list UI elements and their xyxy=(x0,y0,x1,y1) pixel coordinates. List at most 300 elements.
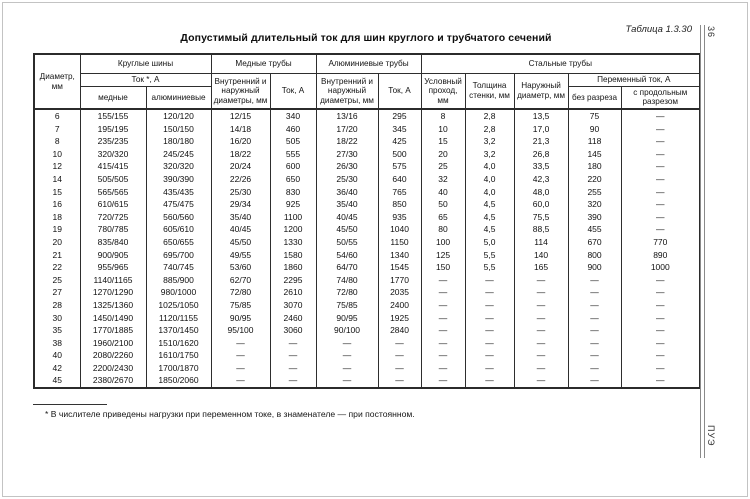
table-cell: 75/85 xyxy=(316,299,378,312)
table-header xyxy=(34,54,700,109)
table-cell: 8 xyxy=(421,109,465,123)
table-cell: 2400 xyxy=(378,299,421,312)
table-cell: 75,5 xyxy=(514,211,568,224)
table-cell: — xyxy=(514,312,568,325)
table-cell: — xyxy=(621,299,700,312)
table-cell: 5,5 xyxy=(465,261,514,274)
table-cell: 435/435 xyxy=(146,186,211,199)
table-cell: 14/18 xyxy=(211,123,270,136)
table-row xyxy=(34,148,700,161)
col-header-al-diameters: Внутренний и наружный диаметры, мм xyxy=(316,74,378,110)
table-cell: 150 xyxy=(421,261,465,274)
table-row xyxy=(34,261,700,274)
table-cell: 195/195 xyxy=(80,123,146,136)
table-cell: 140 xyxy=(514,249,568,262)
table-row xyxy=(34,135,700,148)
table-cell: 60,0 xyxy=(514,198,568,211)
table-row xyxy=(34,324,700,337)
table-number-label: Таблица 1.3.30 xyxy=(625,24,692,35)
table-cell: — xyxy=(514,299,568,312)
table-cell: 500 xyxy=(378,148,421,161)
table-cell: 980/1000 xyxy=(146,286,211,299)
table-cell: 19 xyxy=(34,223,80,236)
col-header-wall-thickness: Толщина стенки, мм xyxy=(465,74,514,110)
table-cell: — xyxy=(621,312,700,325)
table-cell: 10 xyxy=(421,123,465,136)
table-cell: — xyxy=(465,299,514,312)
table-cell: 42 xyxy=(34,362,80,375)
table-cell: 1450/1490 xyxy=(80,312,146,325)
table-cell: 75 xyxy=(568,109,621,123)
header-row-sub xyxy=(34,74,700,87)
table-cell: 695/700 xyxy=(146,249,211,262)
table-row xyxy=(34,236,700,249)
table-cell: 15 xyxy=(421,135,465,148)
table-cell: 2610 xyxy=(270,286,316,299)
table-cell: — xyxy=(514,286,568,299)
table-cell: — xyxy=(568,362,621,375)
table-cell: 835/840 xyxy=(80,236,146,249)
table-cell: 4,5 xyxy=(465,223,514,236)
table-cell: 90/100 xyxy=(316,324,378,337)
table-cell: 460 xyxy=(270,123,316,136)
col-header-nominal-bore: Условный проход, мм xyxy=(421,74,465,110)
table-cell: — xyxy=(465,349,514,362)
table-cell: 475/475 xyxy=(146,198,211,211)
page-margin-rule xyxy=(700,25,705,458)
table-row xyxy=(34,337,700,350)
table-cell: 120/120 xyxy=(146,109,211,123)
table-cell: — xyxy=(465,362,514,375)
table-row xyxy=(34,374,700,388)
table-cell: 320/320 xyxy=(80,148,146,161)
page-title: Допустимый длительный ток для шин круглого и трубчатого сечений xyxy=(180,32,552,44)
table-cell: 26,8 xyxy=(514,148,568,161)
table-cell: — xyxy=(621,160,700,173)
table-cell: — xyxy=(421,374,465,388)
table-cell: — xyxy=(270,349,316,362)
table-cell: 20/24 xyxy=(211,160,270,173)
table-cell: 650 xyxy=(270,173,316,186)
table-cell: 14 xyxy=(34,173,80,186)
table-cell: — xyxy=(621,109,700,123)
table-cell: 72/80 xyxy=(316,286,378,299)
table-cell: 26/30 xyxy=(316,160,378,173)
table-cell: 27 xyxy=(34,286,80,299)
table-row xyxy=(34,299,700,312)
table-cell: — xyxy=(465,324,514,337)
table-cell: 100 xyxy=(421,236,465,249)
col-header-cu-current: Ток, А xyxy=(270,74,316,110)
table-cell: 340 xyxy=(270,109,316,123)
table-cell: 16 xyxy=(34,198,80,211)
table-cell: 45 xyxy=(34,374,80,388)
footnote-separator xyxy=(33,404,107,405)
table-cell: — xyxy=(568,286,621,299)
table-cell: 21,3 xyxy=(514,135,568,148)
table-cell: 33,5 xyxy=(514,160,568,173)
table-cell: — xyxy=(514,362,568,375)
table-cell: 35/40 xyxy=(211,211,270,224)
table-cell: 125 xyxy=(421,249,465,262)
table-cell: 80 xyxy=(421,223,465,236)
table-cell: — xyxy=(421,299,465,312)
table-cell: — xyxy=(316,349,378,362)
table-cell: 670 xyxy=(568,236,621,249)
table-cell: 3,2 xyxy=(465,148,514,161)
table-cell: 22 xyxy=(34,261,80,274)
table-cell: 505/505 xyxy=(80,173,146,186)
table-cell: 2080/2260 xyxy=(80,349,146,362)
table-cell: — xyxy=(621,211,700,224)
table-cell: 605/610 xyxy=(146,223,211,236)
table-cell: 4,0 xyxy=(465,160,514,173)
table-cell: 885/900 xyxy=(146,274,211,287)
table-cell: 650/655 xyxy=(146,236,211,249)
table-cell: 90/95 xyxy=(211,312,270,325)
table-cell: 740/745 xyxy=(146,261,211,274)
table-cell: — xyxy=(514,337,568,350)
col-header-with-slit: с продольным разрезом xyxy=(621,86,700,109)
col-header-diameter: Диаметр, мм xyxy=(34,54,80,109)
table-cell: 114 xyxy=(514,236,568,249)
table-row xyxy=(34,198,700,211)
table-cell: — xyxy=(621,274,700,287)
table-cell: — xyxy=(211,349,270,362)
table-cell: 1025/1050 xyxy=(146,299,211,312)
table-cell: 4,0 xyxy=(465,186,514,199)
table-cell: — xyxy=(621,374,700,388)
table-cell: 25 xyxy=(421,160,465,173)
table-cell: 40 xyxy=(421,186,465,199)
table-cell: 18/22 xyxy=(316,135,378,148)
table-cell: — xyxy=(568,374,621,388)
col-header-outer-diameter: Наружный диаметр, мм xyxy=(514,74,568,110)
table-cell: 28 xyxy=(34,299,80,312)
table-cell: 390 xyxy=(568,211,621,224)
table-cell: 74/80 xyxy=(316,274,378,287)
table-cell: 8 xyxy=(34,135,80,148)
table-cell: 1200 xyxy=(270,223,316,236)
table-row xyxy=(34,223,700,236)
table-cell: 13/16 xyxy=(316,109,378,123)
table-cell: 320 xyxy=(568,198,621,211)
table-cell: 6 xyxy=(34,109,80,123)
table-row xyxy=(34,349,700,362)
table-cell: — xyxy=(621,337,700,350)
table-cell: 1545 xyxy=(378,261,421,274)
table-cell: — xyxy=(514,374,568,388)
table-row xyxy=(34,160,700,173)
table-cell: — xyxy=(568,299,621,312)
table-cell: — xyxy=(514,274,568,287)
table-cell: 40/45 xyxy=(211,223,270,236)
table-cell: 1960/2100 xyxy=(80,337,146,350)
table-cell: 42,3 xyxy=(514,173,568,186)
table-cell: — xyxy=(378,349,421,362)
table-cell: 62/70 xyxy=(211,274,270,287)
table-cell: 25/30 xyxy=(316,173,378,186)
table-cell: 50 xyxy=(421,198,465,211)
table-cell: 1860 xyxy=(270,261,316,274)
table-row xyxy=(34,274,700,287)
col-group-copper-tubes: Медные трубы xyxy=(211,54,316,74)
table-cell: 505 xyxy=(270,135,316,148)
table-cell: — xyxy=(270,362,316,375)
table-cell: 72/80 xyxy=(211,286,270,299)
table-cell: — xyxy=(621,123,700,136)
table-cell: 32 xyxy=(421,173,465,186)
table-cell: 1325/1360 xyxy=(80,299,146,312)
table-cell: — xyxy=(378,374,421,388)
table-cell: — xyxy=(270,374,316,388)
table-cell: — xyxy=(514,349,568,362)
table-cell: 20 xyxy=(34,236,80,249)
table-cell: 22/26 xyxy=(211,173,270,186)
table-cell: 165 xyxy=(514,261,568,274)
table-cell: 21 xyxy=(34,249,80,262)
col-header-cu-diameters: Внутренний и наружный диаметры, мм xyxy=(211,74,270,110)
table-cell: — xyxy=(621,135,700,148)
table-cell: 13,5 xyxy=(514,109,568,123)
table-cell: 155/155 xyxy=(80,109,146,123)
table-cell: 1120/1155 xyxy=(146,312,211,325)
table-cell: 1610/1750 xyxy=(146,349,211,362)
table-cell: — xyxy=(568,274,621,287)
table-cell: — xyxy=(421,362,465,375)
table-cell: 95/100 xyxy=(211,324,270,337)
table-cell: 50/55 xyxy=(316,236,378,249)
table-row xyxy=(34,362,700,375)
table-cell: 18/22 xyxy=(211,148,270,161)
table-cell: 90/95 xyxy=(316,312,378,325)
table-cell: — xyxy=(421,324,465,337)
table-cell: 35 xyxy=(34,324,80,337)
table-cell: — xyxy=(621,186,700,199)
table-cell: 235/235 xyxy=(80,135,146,148)
table-cell: 850 xyxy=(378,198,421,211)
table-cell: — xyxy=(211,374,270,388)
table-cell: 40/45 xyxy=(316,211,378,224)
table-cell: — xyxy=(378,362,421,375)
table-cell: 640 xyxy=(378,173,421,186)
table-cell: 1150 xyxy=(378,236,421,249)
table-cell: 1510/1620 xyxy=(146,337,211,350)
table-cell: — xyxy=(621,362,700,375)
table-cell: 1340 xyxy=(378,249,421,262)
table-cell: — xyxy=(568,349,621,362)
table-cell: 830 xyxy=(270,186,316,199)
table-cell: 30 xyxy=(34,312,80,325)
table-cell: 295 xyxy=(378,109,421,123)
table-cell: 27/30 xyxy=(316,148,378,161)
table-cell: 245/245 xyxy=(146,148,211,161)
col-group-ac-current: Переменный ток, А xyxy=(568,74,700,87)
table-cell: 220 xyxy=(568,173,621,186)
table-cell: 10 xyxy=(34,148,80,161)
table-cell: 2200/2430 xyxy=(80,362,146,375)
col-header-al-current: Ток, А xyxy=(378,74,421,110)
table-cell: 15 xyxy=(34,186,80,199)
table-cell: — xyxy=(621,349,700,362)
table-cell: 12/15 xyxy=(211,109,270,123)
table-cell: 45/50 xyxy=(211,236,270,249)
table-cell: 88,5 xyxy=(514,223,568,236)
table-cell: 610/615 xyxy=(80,198,146,211)
table-body xyxy=(34,109,700,388)
table-cell: — xyxy=(421,349,465,362)
table-cell: 65 xyxy=(421,211,465,224)
table-cell: — xyxy=(465,312,514,325)
table-cell: 45/50 xyxy=(316,223,378,236)
table-cell: — xyxy=(568,324,621,337)
table-cell: 145 xyxy=(568,148,621,161)
table-cell: 4,5 xyxy=(465,211,514,224)
table-cell: 720/725 xyxy=(80,211,146,224)
table-cell: 575 xyxy=(378,160,421,173)
table-cell: 7 xyxy=(34,123,80,136)
table-cell: 36/40 xyxy=(316,186,378,199)
table-cell: 925 xyxy=(270,198,316,211)
table-cell: — xyxy=(621,324,700,337)
table-cell: 1700/1870 xyxy=(146,362,211,375)
page-number: 36 xyxy=(706,26,716,39)
table-cell: 48,0 xyxy=(514,186,568,199)
table-cell: 255 xyxy=(568,186,621,199)
table-cell: 320/320 xyxy=(146,160,211,173)
table-row xyxy=(34,109,700,123)
table-cell: 2,8 xyxy=(465,109,514,123)
table-cell: 1140/1165 xyxy=(80,274,146,287)
table-cell: 3070 xyxy=(270,299,316,312)
table-cell: 425 xyxy=(378,135,421,148)
table-cell: 5,5 xyxy=(465,249,514,262)
table-cell: — xyxy=(621,198,700,211)
table-cell: 2,8 xyxy=(465,123,514,136)
table-cell: 180 xyxy=(568,160,621,173)
table-cell: 53/60 xyxy=(211,261,270,274)
col-header-aluminum: алюминиевые xyxy=(146,86,211,109)
table-cell: 3,2 xyxy=(465,135,514,148)
table-cell: 2840 xyxy=(378,324,421,337)
table-row xyxy=(34,249,700,262)
table-cell: — xyxy=(270,337,316,350)
table-cell: 2460 xyxy=(270,312,316,325)
table-cell: 180/180 xyxy=(146,135,211,148)
table-cell: 1925 xyxy=(378,312,421,325)
table-cell: 3060 xyxy=(270,324,316,337)
table-cell: 935 xyxy=(378,211,421,224)
table-cell: 1330 xyxy=(270,236,316,249)
table-cell: — xyxy=(316,337,378,350)
table-cell: — xyxy=(465,274,514,287)
current-ratings-table xyxy=(33,53,701,389)
table-cell: 25/30 xyxy=(211,186,270,199)
table-cell: — xyxy=(211,337,270,350)
footnote-text: * В числителе приведены нагрузки при переменном токе, в знаменателе — при постоянном. xyxy=(45,409,415,419)
table-row xyxy=(34,173,700,186)
table-cell: 2380/2670 xyxy=(80,374,146,388)
table-cell: 345 xyxy=(378,123,421,136)
table-cell: 890 xyxy=(621,249,700,262)
table-cell: 17/20 xyxy=(316,123,378,136)
book-title-margin: ПУЭ xyxy=(706,425,716,447)
table-cell: — xyxy=(465,337,514,350)
table-cell: 150/150 xyxy=(146,123,211,136)
table-cell: 765 xyxy=(378,186,421,199)
table-cell: 600 xyxy=(270,160,316,173)
table-cell: 555 xyxy=(270,148,316,161)
table-cell: — xyxy=(316,374,378,388)
col-group-aluminum-tubes: Алюминиевые трубы xyxy=(316,54,421,74)
table-cell: 800 xyxy=(568,249,621,262)
table-cell: 1580 xyxy=(270,249,316,262)
table-cell: 17,0 xyxy=(514,123,568,136)
table-cell: 1100 xyxy=(270,211,316,224)
table-cell: 900/905 xyxy=(80,249,146,262)
table-cell: — xyxy=(568,337,621,350)
table-row xyxy=(34,123,700,136)
table-cell: 20 xyxy=(421,148,465,161)
col-header-round-current: Ток *, А xyxy=(80,74,211,87)
table-cell: — xyxy=(514,324,568,337)
table-cell: — xyxy=(465,286,514,299)
table-cell: 565/565 xyxy=(80,186,146,199)
table-cell: 415/415 xyxy=(80,160,146,173)
table-cell: 35/40 xyxy=(316,198,378,211)
table-cell: 75/85 xyxy=(211,299,270,312)
table-cell: 1770 xyxy=(378,274,421,287)
table-cell: 1040 xyxy=(378,223,421,236)
table-cell: 780/785 xyxy=(80,223,146,236)
table-cell: 12 xyxy=(34,160,80,173)
table-cell: — xyxy=(421,286,465,299)
table-cell: 5,0 xyxy=(465,236,514,249)
table-cell: 49/55 xyxy=(211,249,270,262)
table-cell: 16/20 xyxy=(211,135,270,148)
col-header-no-slit: без разреза xyxy=(568,86,621,109)
table-cell: 1000 xyxy=(621,261,700,274)
table-cell: 390/390 xyxy=(146,173,211,186)
table-cell: 54/60 xyxy=(316,249,378,262)
table-cell: — xyxy=(621,286,700,299)
table-cell: 955/965 xyxy=(80,261,146,274)
table-cell: 29/34 xyxy=(211,198,270,211)
table-cell: — xyxy=(621,173,700,186)
table-cell: 40 xyxy=(34,349,80,362)
table-cell: — xyxy=(421,274,465,287)
table-cell: 1770/1885 xyxy=(80,324,146,337)
table-cell: 2035 xyxy=(378,286,421,299)
table-cell: 900 xyxy=(568,261,621,274)
table-cell: 25 xyxy=(34,274,80,287)
table-cell: 1850/2060 xyxy=(146,374,211,388)
table-row xyxy=(34,286,700,299)
table-cell: 64/70 xyxy=(316,261,378,274)
col-header-copper: медные xyxy=(80,86,146,109)
table-cell: 770 xyxy=(621,236,700,249)
table-cell: 90 xyxy=(568,123,621,136)
table-cell: — xyxy=(316,362,378,375)
table-cell: 18 xyxy=(34,211,80,224)
table-cell: — xyxy=(421,337,465,350)
table-row xyxy=(34,186,700,199)
header-row-groups xyxy=(34,54,700,74)
table-row xyxy=(34,211,700,224)
table-cell: — xyxy=(211,362,270,375)
table-cell: 4,0 xyxy=(465,173,514,186)
col-group-steel-tubes: Стальные трубы xyxy=(421,54,700,74)
